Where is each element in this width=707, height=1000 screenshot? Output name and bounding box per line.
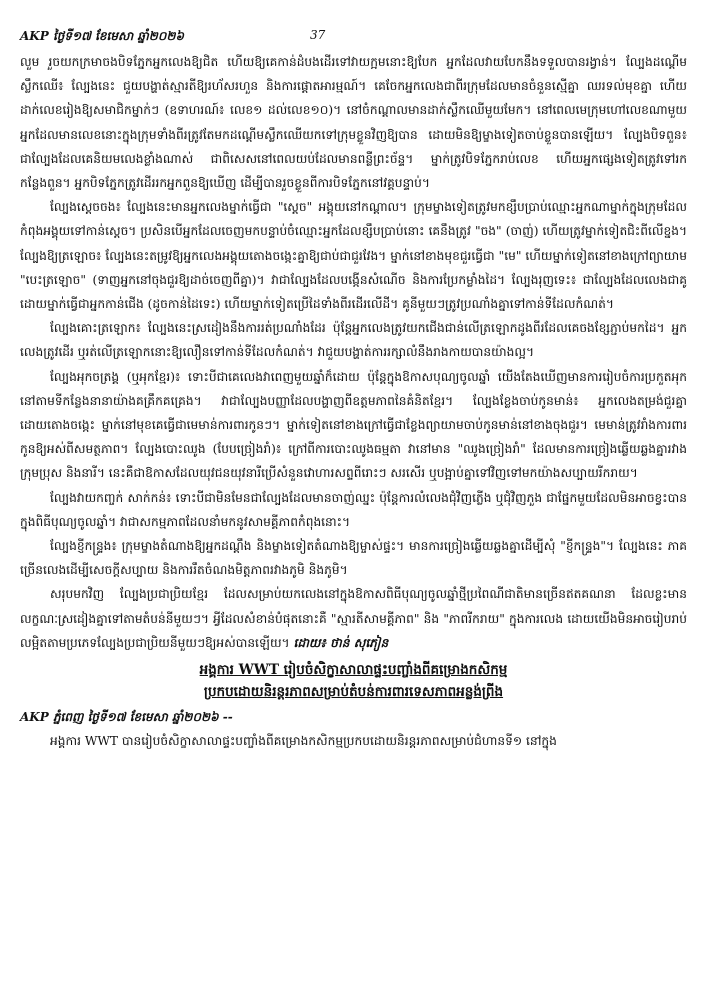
page-header bbox=[20, 28, 687, 50]
paragraph: ល្បែងវាយកញ្ចក់ សាក់កន់៖ ទោះបីជាមិនមែនជាល្បែងដែលមានចាញ់ឈ្នះ ប៉ុន្តែការលំលេងជុំវិញភ្លើង ឬជុំវិញភួង ជាផ្នែកមួយដែលមិនអាចខ្វះបានក្នុងពិធីបុណ្យចូលឆ្នាំ។ វាជាសកម្មភាពដែលនាំមកនូវសាមគ្គីភាពកំពុងនោះ។ bbox=[20, 490, 687, 529]
paragraph: អង្គការ WWT បានរៀបចំសិក្ខាសាលាផ្ទះបញ្ចាំងពីគម្រោងកសិកម្មប្រកបដោយនិរន្តរភាពសម្រាប់ជំហានទី១ នៅក្នុង bbox=[50, 734, 557, 749]
article-body bbox=[20, 50, 687, 655]
article-headline bbox=[20, 659, 687, 703]
paragraph: ល្បែងស្ដេចចង៖ ល្បែងនេះមានអ្នកលេងម្នាក់ធ្វើជា "ស្ដេច" អង្គុយនៅកណ្ដាល។ ក្រុមម្ខាងទៀតត្រូវមកខ្សឹបប្រាប់ឈ្មោះអ្នកណាម្នាក់ក្នុងក្រុមដែលកំពុងអង្គុយទៅកាន់ស្ដេច។ ប្រសិនបើអ្នកដែលចេញមកបន្ទាប់ចំឈ្មោះអ្នកដែលខ្សឹបប្រាប់នោះ គេនឹងត្រូវ "ចង" (ចាញ់) ហើយត្រូវម្នាក់ទៀតជិះពីលើខ្នង។ ល្បែងឱ្យត្រឡោច៖ ល្បែងនេះតម្រូវឱ្យអ្នកលេងអង្គុយតោងចង្កេះគ្នាឱ្យជាប់ជាជួរវែង។ ម្នាក់នៅខាងមុខជួរធ្វើជា "មេ" ហើយម្នាក់ទៀតនៅខាងក្រៅព្យាយាម "បេះត្រឡោច" (ទាញអ្នកនៅចុងជួរឱ្យដាច់ចេញពីគ្នា)។ វាជាល្បែងដែលបង្កើនសំណើច និងការប្រែកម្លាំងដៃ។ ល្បែងរុញទេះ៖ ជាល្បែងដែលលេងជាគូ ដោយម្នាក់ធ្វើជាអ្នកកាន់ជើង (ដូចកាន់ដៃទេះ) ហើយម្នាក់ទៀតប្រើដៃទាំងពីរដើរលើដី។ គូនីមួយៗត្រូវប្រណាំងគ្នាទៅកាន់ទីដែលកំណត់។ bbox=[20, 200, 687, 312]
headline-line-2: ប្រកបដោយនិរន្តរភាពសម្រាប់តំបន់ការពារទេសភាពអន្លង់ព្រីង bbox=[203, 684, 504, 701]
header-source-date: AKP ថ្ងៃទី១៧ ខែមេសា ឆ្នាំ២០២៦ bbox=[20, 29, 184, 43]
paragraph: ល្បែងគោះត្រឡោក៖ ល្បែងនេះស្រដៀងនឹងការរត់ប្រណាំងដែរ ប៉ុន្តែអ្នកលេងត្រូវយកជើងជាន់លើត្រឡោកដូងពីរដែលគេចងខ្សែភ្ជាប់មកដៃ។ អ្នកលេងត្រូវដើរ ឬរត់លើត្រឡោកនោះឱ្យលឿនទៅកាន់ទីដែលកំណត់។ វាជួយបង្ហាត់ការរក្សាលំនឹងរាងកាយបានយ៉ាងល្អ។ bbox=[20, 321, 687, 360]
paragraph: សរុបមកវិញ ល្បែងប្រជាប្រិយខ្មែរ ដែលសម្រាប់យកលេងនៅក្នុងឱកាសពិធីបុណ្យចូលឆ្នាំថ្មីប្រពៃណីជាតិមានច្រើនឥតគណនា ដែលខ្លះមានលក្ខណៈស្រដៀងគ្នាទៅតាមតំបន់នីមួយៗ។ អ្វីដែលសំខាន់បំផុតនោះគឺ "ស្មារតីសាមគ្គីភាព" និង "ភាពរីករាយ" ក្នុងការលេង ដោយយើងមិនអាចរៀបរាប់លម្អិតតាមប្រភេទល្បែងប្រជាប្រិយនីមួយៗឱ្យអស់បានឡើយ។ bbox=[20, 587, 687, 650]
dateline: AKP ភ្នំពេញ ថ្ងៃទី១៧ ខែមេសា ឆ្នាំ២០២៦ -- bbox=[20, 710, 233, 725]
paragraph: ល្បែងខ្ញីកន្ទ្រង៖ ក្រុមម្ខាងតំណាងឱ្យអ្នកដណ្ដឹង និងម្ខាងទៀតតំណាងឱ្យម្ចាស់ផ្ទះ។ មានការច្រៀងឆ្លើយឆ្លងគ្នាដើម្បីសុំ "ខ្ញីកន្ទ្រង"។ ល្បែងនេះ ភាគច្រើនលេងដើម្បីសេចក្ដីសប្បាយ និងការរឹតចំណងមិត្តភាពរវាងភូមិ និងភូមិ។ bbox=[20, 539, 687, 578]
paragraph: ល្បែងអុកចត្រង្គ (ឬអុកខ្មែរ)៖ ទោះបីជាគេលេងវាពេញមួយឆ្នាំក៏ដោយ ប៉ុន្តែក្នុងឱកាសបុណ្យចូលឆ្នាំ យើងតែងឃើញមានការរៀបចំការប្រកួតអុកនៅតាមទីកន្លែងនានាយ៉ាងគគ្រឹកគគ្រេង។ វាជាល្បែងបញ្ញាដែលបង្ហាញពីឧត្តមភាពនៃគំនិតខ្មែរ។ ល្បែងខ្លែងចាប់កូនមាន់៖ អ្នកលេងតម្រង់ជួរគ្នាដោយតោងចង្កេះ ម្នាក់នៅមុខគេធ្វើជាមេមាន់ការពារកូនៗ។ ម្នាក់ទៀតនៅខាងក្រៅធ្វើជាខ្លែងព្យាយាមចាប់កូនមាន់នៅខាងចុងជួរ។ មេមាន់ត្រូវរាំងការពារកូនឱ្យអស់ពីសមត្ថភាព។ ល្បែងបោះឈូង (បែបច្រៀងរាំ)៖ ក្រៅពីការបោះឈូងធម្មតា វានៅមាន "ឈូងច្រៀងរាំ" ដែលមានការច្រៀងឆ្លើយឆ្លងគ្នារវាងក្រុមប្រុស និងនារី។ នេះគឺជាឱកាសដែលយុវជនយុវនារីប្រើសំនួនវោហារសព្ទពីរោះៗ សរសើរ ឬបង្អាប់គ្នាទៅវិញទៅមកយ៉ាងសប្បាយរីករាយ។ bbox=[20, 369, 687, 481]
byline: ដោយ៖ ថាន់ សុភៀន bbox=[293, 635, 389, 650]
paragraph: លួម រួចយកក្រមាចងបិទភ្នែកអ្នកលេងឱ្យជិត ហើយឱ្យគេកាន់ដំបងដើរទៅវាយក្អមនោះឱ្យបែក អ្នកដែលវាយបែកនឹងទទួលបានរង្វាន់។ ល្បែងដណ្ដើមស្លឹកឈើ៖ ល្បែងនេះ ជួយបង្ហាត់ស្មារតីឱ្យរហ័សរហួន និងការផ្ដោតអារម្មណ៍។ គេចែកអ្នកលេងជាពីរក្រុមដែលមានចំនួនស្មើគ្នា ឈរទល់មុខគ្នា ហើយដាក់លេខរៀងឱ្យសមាជិកម្នាក់ៗ (ឧទាហរណ៍៖ លេខ១ ដល់លេខ១០)។ នៅចំកណ្ដាលមានដាក់ស្លឹកឈើមួយមែក។ នៅពេលមេក្រុមហៅលេខណាមួយ អ្នកដែលមានលេខនោះក្នុងក្រុមទាំងពីរត្រូវតែមកដណ្ដើមស្លឹកឈើយកទៅក្រុមខ្លួនវិញឱ្យបាន ដោយមិនឱ្យម្ខាងទៀតចាប់ខ្លួនបានឡើយ។ ល្បែងបិទពួន៖ ជាល្បែងដែលគេនិយមលេងខ្លាំងណាស់ ជាពិសេសនៅពេលយប់ដែលមានពន្លឺព្រះច័ន្ទ។ ម្នាក់ត្រូវបិទភ្នែករាប់លេខ ហើយអ្នកផ្សេងទៀតត្រូវទៅរកកន្លែងពួន។ អ្នកបិទភ្នែកត្រូវដើររកអ្នកពួនឱ្យឃើញ ដើម្បីបានរួចខ្លួនពីការបិទភ្នែកនៅវគ្គបន្ទាប់។ bbox=[20, 55, 687, 191]
page-number: 37 bbox=[310, 28, 326, 42]
headline-line-1: អង្គការ WWT រៀបចំសិក្ខាសាលាផ្ទះបញ្ចាំងពីគម្រោងកសិកម្ម bbox=[199, 662, 508, 679]
paragraph-with-byline bbox=[20, 582, 687, 655]
